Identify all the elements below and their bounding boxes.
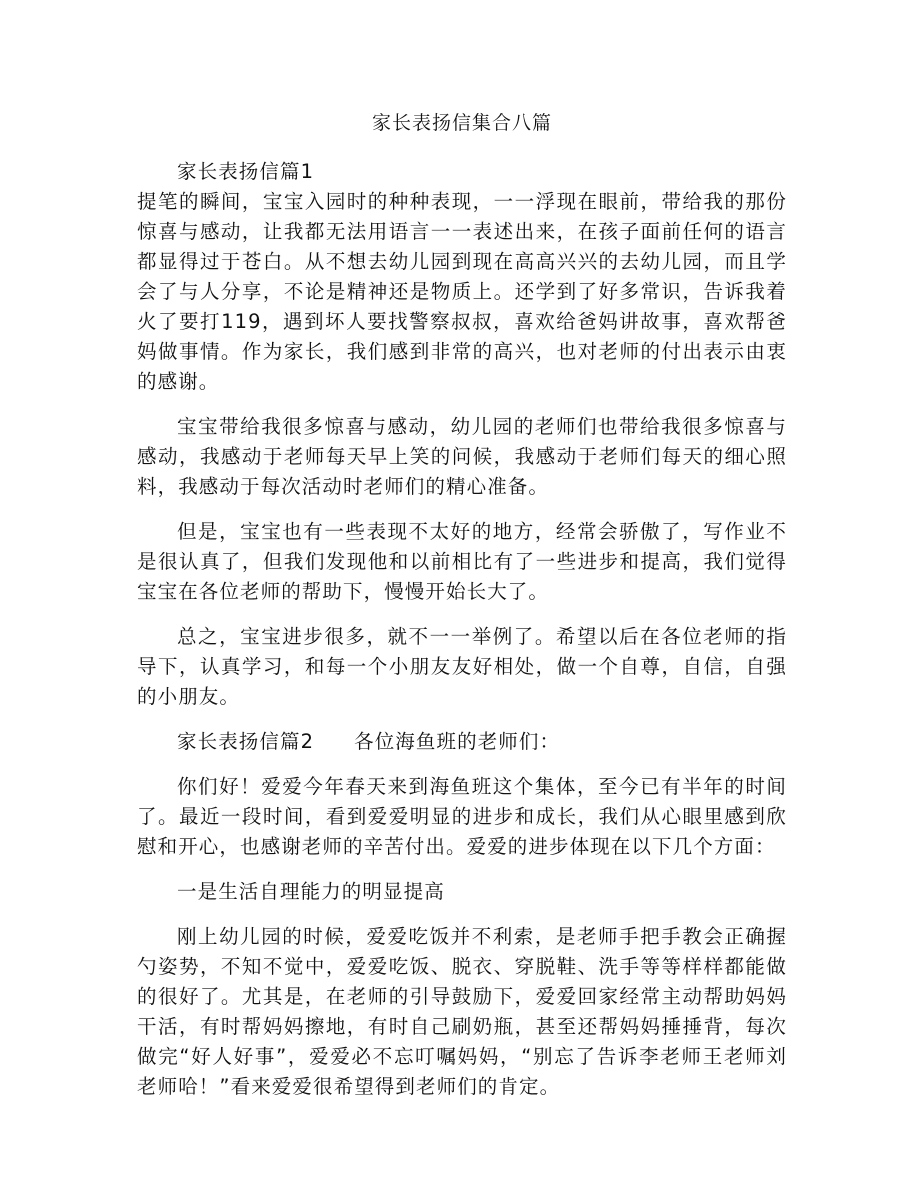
paragraph: 宝宝带给我很多惊喜与感动，幼儿园的老师们也带给我很多惊喜与感动，我感动于老师每天早上笑的问候，我感动于老师们每天的细心照料，我感动于每次活动时老师们的精心准备。 (137, 415, 787, 498)
paragraph: 提笔的瞬间，宝宝入园时的种种表现，一一浮现在眼前，带给我的那份惊喜与感动，让我都无法用语言一一表述出来，在孩子面前任何的语言都显得过于苍白。从不想去幼儿园到现在高高兴兴的去幼儿园，而且学会了与人分享，不论是精神还是物质上。还学到了好多常识，告诉我着火了要打119，遇到坏人要找警察叔叔，喜欢给爸妈讲故事，喜欢帮爸妈做事情。作为家长，我们感到非常的高兴，也对老师的付出表示由衷的感谢。 (137, 190, 787, 393)
section2-salutation: 各位海鱼班的老师们： (354, 730, 561, 753)
subheading: 一是生活自理能力的明显提高 (177, 880, 445, 903)
document-page (137, 108, 787, 1102)
paragraph: 你们好！爱爱今年春天来到海鱼班这个集体，至今已有半年的时间了。最近一段时间，看到爱爱明显的进步和成长，我们从心眼里感到欣慰和开心，也感谢老师的辛苦付出。爱爱的进步体现在以下几个方面： (137, 775, 787, 858)
section2-heading: 家长表扬信篇2 (177, 730, 315, 753)
section1-heading: 家长表扬信篇1 (177, 160, 315, 183)
paragraph: 总之，宝宝进步很多，就不一一举例了。希望以后在各位老师的指导下，认真学习，和每一个小朋友友好相处，做一个自尊，自信，自强的小朋友。 (137, 625, 787, 708)
paragraph: 刚上幼儿园的时候，爱爱吃饭并不利索，是老师手把手教会正确握勺姿势，不知不觉中，爱爱吃饭、脱衣、穿脱鞋、洗手等等样样都能做的很好了。尤其是，在老师的引导鼓励下，爱爱回家经常主动帮助妈妈干活，有时帮妈妈擦地，有时自己刷奶瓶，甚至还帮妈妈捶捶背，每次做完“好人好事”，爱爱必不忘叮嘱妈妈，“别忘了告诉李老师王老师刘老师哈！”看来爱爱很希望得到老师们的肯定。 (137, 925, 787, 1098)
document-title: 家长表扬信集合八篇 (371, 112, 552, 134)
paragraph: 但是，宝宝也有一些表现不太好的地方，经常会骄傲了，写作业不是很认真了，但我们发现他和以前相比有了一些进步和提高，我们觉得宝宝在各位老师的帮助下，慢慢开始长大了。 (137, 520, 787, 603)
section2-heading-line (137, 727, 787, 757)
